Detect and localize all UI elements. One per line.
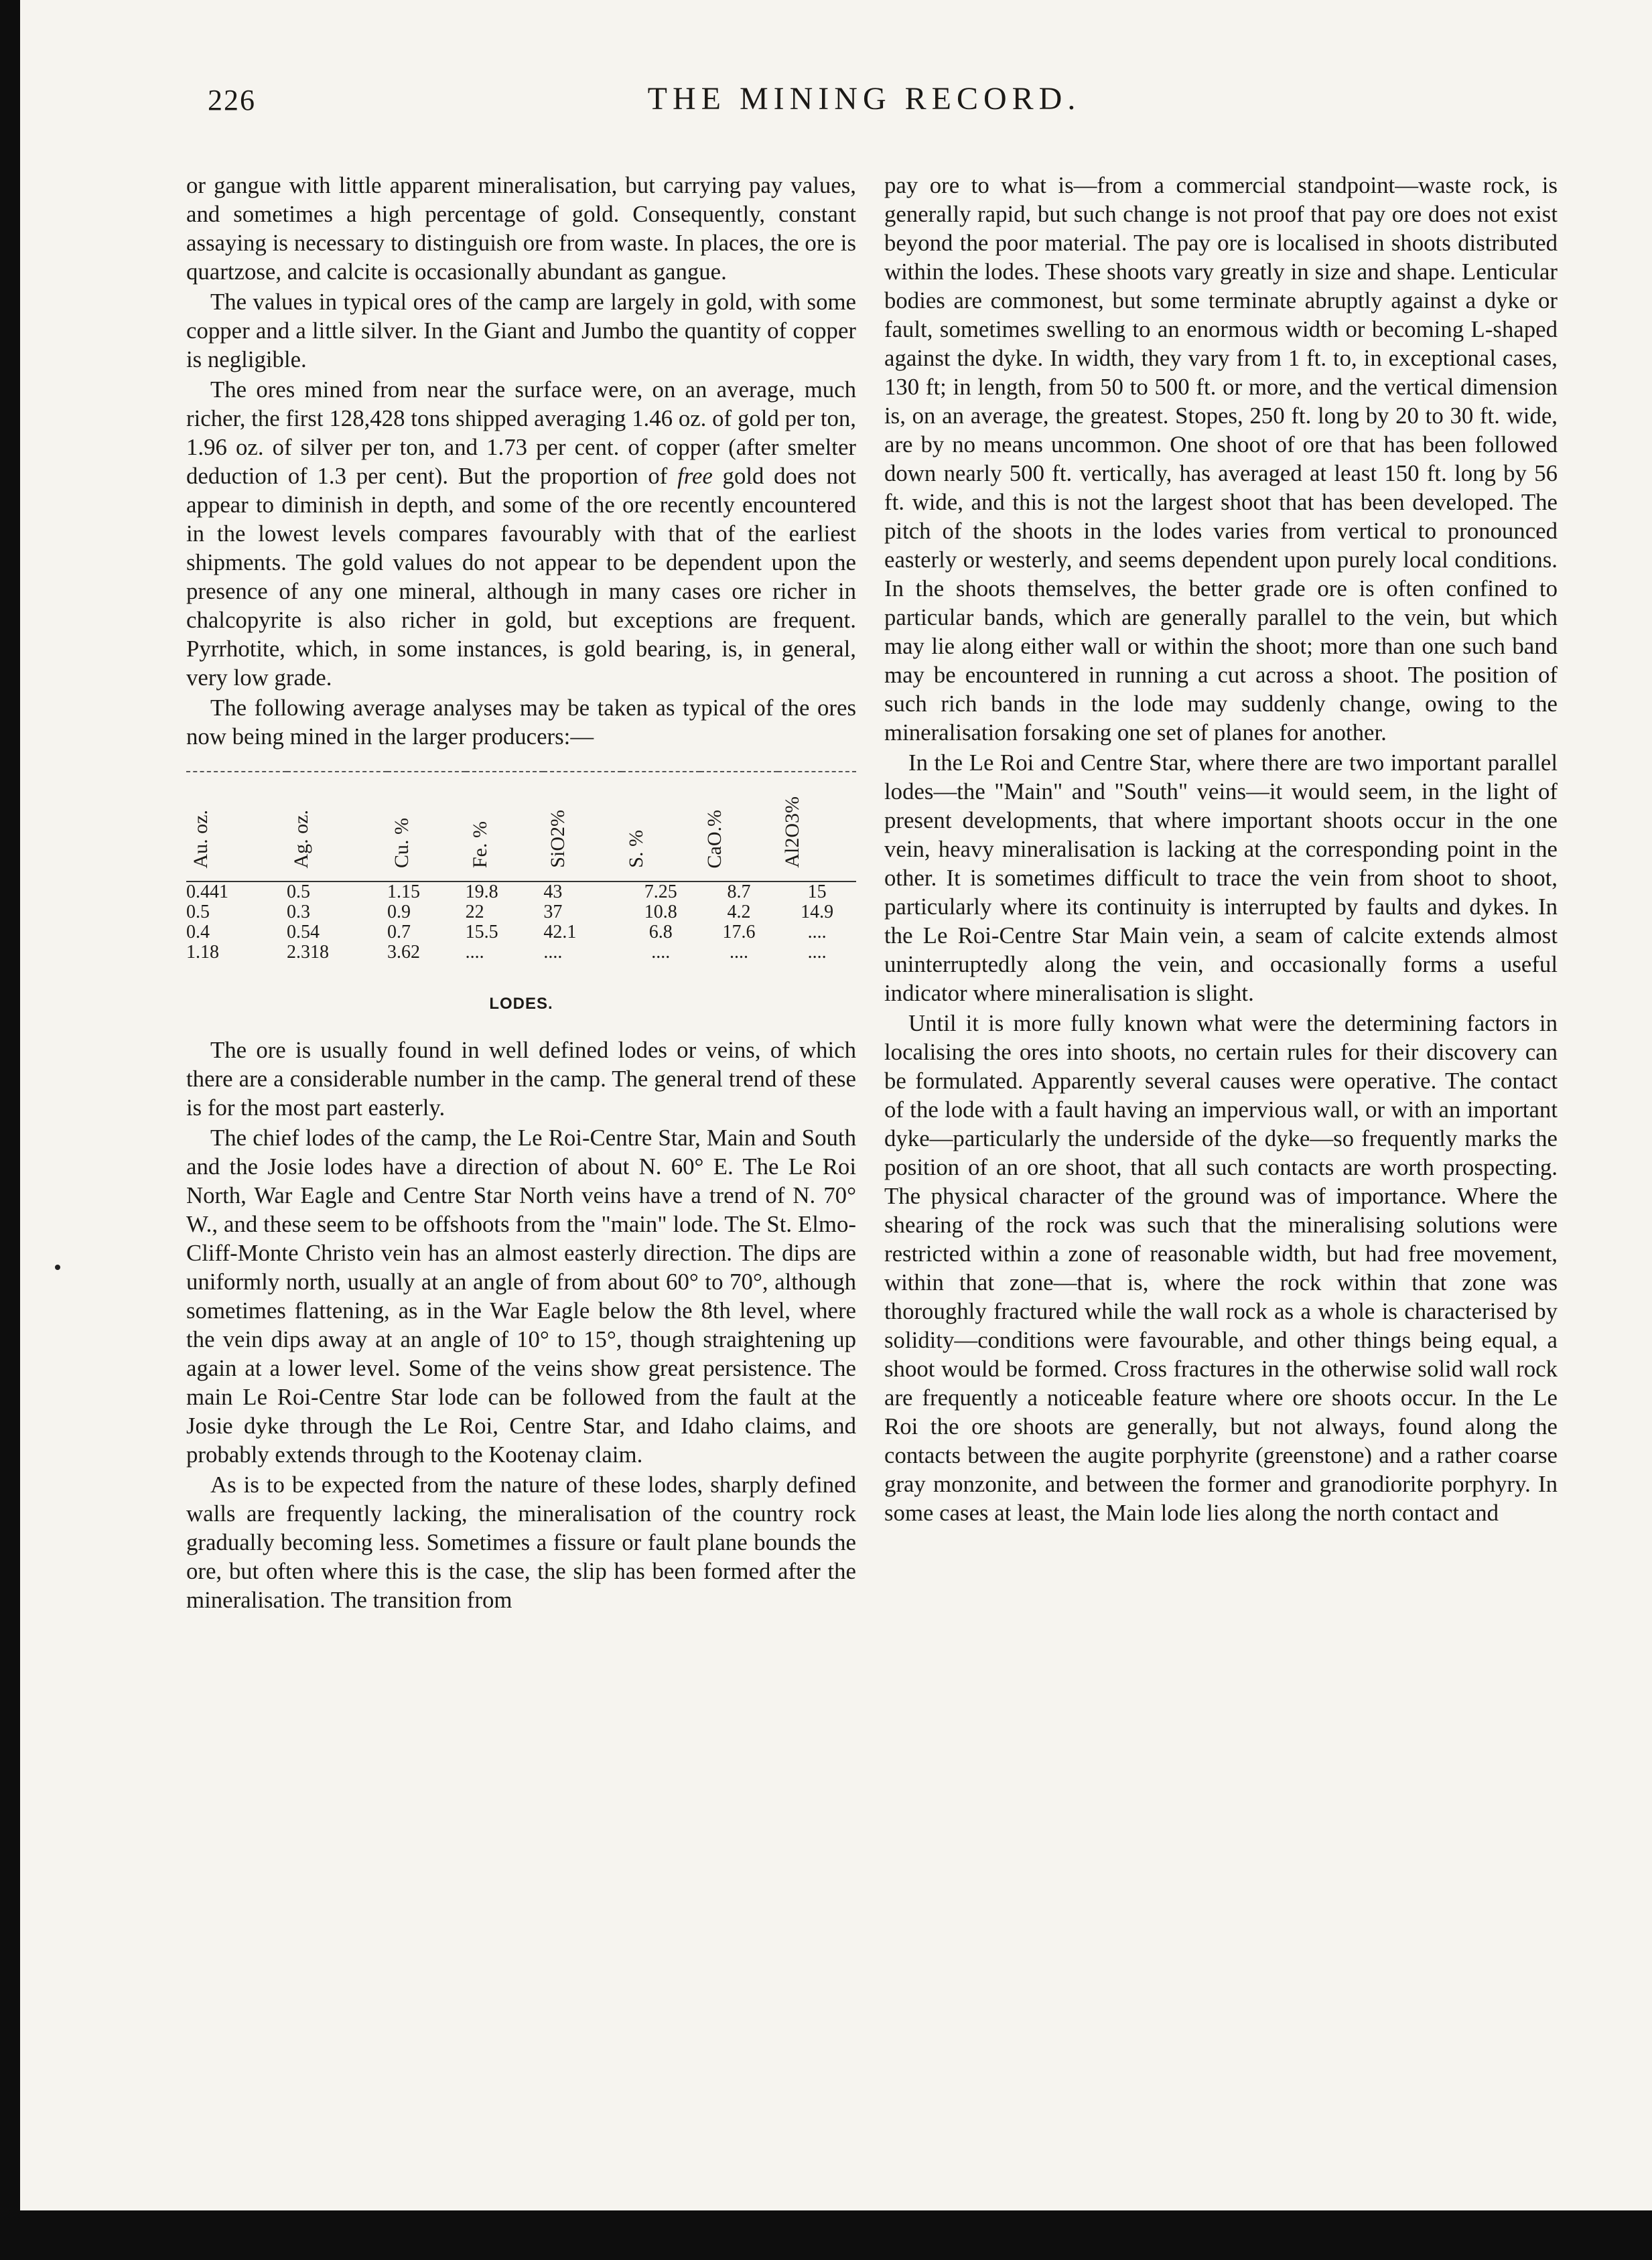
table-header-cell: Cu. % <box>387 776 466 881</box>
paragraph: pay ore to what is—from a commercial standpoint—waste rock, is generally rapid, but such change is not proof that pay ore does not exist beyond the poor material. The pay ore is localised in shoots distributed within the lodes. These shoots vary greatly in size and shape. Lenticular bodies are commonest, but some terminate abruptly against a dyke or fault, sometimes swelling to an enormous width or becoming L-shaped against the dyke. In width, they vary from 1 ft. to, in exceptional cases, 130 ft; in length, from 50 to 500 ft. or more, and the vertical dimension is, on an average, the greatest. Stopes, 250 ft. long by 20 to 30 ft. wide, are by no means uncommon. One shoot of ore that has been followed down nearly 500 ft. vertically, has averaged at least 150 ft. long by 56 ft. wide, and this is not the largest shoot that has been developed. The pitch of the shoots in the lodes varies from vertical to pronounced easterly or westerly, and seems dependent upon purely local conditions. In the shoots themselves, the better grade ore is often confined to particular bands, which are generally parallel to the vein, but which may lie along either wall or within the shoot; more than one such band may be encountered in running a cut across a shoot. The position of such rich bands in the lode may suddenly change, owing to the mineralisation forsaking one set of planes for another. <box>884 172 1558 746</box>
table-cell: .... <box>729 942 748 963</box>
table-header-cell: Al2O3% <box>778 776 856 881</box>
table-cell: .... <box>807 942 827 963</box>
page-number: 226 <box>208 84 256 117</box>
table-header-cell: S. % <box>622 776 700 881</box>
table-cell: 0.54 <box>287 922 320 942</box>
table-cell: 0.7 <box>387 922 411 942</box>
table-cell: 1.18 <box>186 942 219 963</box>
table-cell: 4.2 <box>727 902 751 922</box>
paragraph <box>186 375 856 692</box>
table-cell: 0.441 <box>186 881 228 902</box>
table-cell: .... <box>465 942 484 963</box>
table-cell: 2.318 <box>287 942 329 963</box>
table-cell: .... <box>807 922 827 942</box>
table-cell: 19.8 <box>465 881 498 902</box>
table-cell: 43 <box>543 881 563 902</box>
table-cell: 0.5 <box>287 881 310 902</box>
paragraph: The following average analyses may be taken as typical of the ores now being mined in the larger producers:— <box>186 695 856 750</box>
margin-speck <box>55 1265 60 1270</box>
paragraph: or gangue with little apparent mineralisation, but carrying pay values, and sometimes a high percentage of gold. Consequently, constant assaying is necessary to distinguish ore from waste. In places, the ore is quartzose, and calcite is occasionally abundant as gangue. <box>186 172 856 285</box>
table-header-row <box>186 776 856 881</box>
table-row <box>186 902 856 922</box>
left-column <box>186 171 856 1614</box>
table-header-cell: CaO.% <box>700 776 778 881</box>
text-run: gold does not appear to diminish in depth, and some of the ore recently encountered in the lowest levels compares favourably with that of the earliest shipments. The gold values do not appear to be dependent upon the presence of any one mineral, although in many cases ore richer in chalcopyrite is also richer in gold, but exceptions are frequent. Pyrrhotite, which, in some instances, is gold bearing, is, in general, very low grade. <box>186 463 856 691</box>
table-row <box>186 881 856 902</box>
table-cell: 17.6 <box>722 922 756 942</box>
assay-table <box>186 771 856 963</box>
table-cell: 1.15 <box>387 881 420 902</box>
paragraph: The chief lodes of the camp, the Le Roi-Centre Star, Main and South and the Josie lodes have a direction of about N. 60° E. The Le Roi North, War Eagle and Centre Star North veins have a trend of N. 70° W., and these seem to be offshoots from the "main" lode. The St. Elmo-Cliff-Monte Christo vein has an almost easterly direction. The dips are uniformly north, usually at an angle of from about 60° to 70°, although sometimes flattening, as in the War Eagle below the 8th level, where the vein dips away at an angle of 10° to 15°, though straightening up again at a lower level. Some of the veins show great persistence. The main Le Roi-Centre Star lode can be followed from the fault at the Josie dyke through the Le Roi, Centre Star, and Idaho claims, and probably extends through to the Kootenay claim. <box>186 1125 856 1468</box>
table-cell: 0.3 <box>287 902 310 922</box>
paragraph: The ore is usually found in well defined lodes or veins, of which there are a considerable number in the camp. The general trend of these is for the most part easterly. <box>186 1037 856 1121</box>
page-header <box>181 80 1547 127</box>
table-cell: 8.7 <box>727 881 751 902</box>
table-cell: .... <box>543 942 563 963</box>
paragraph: Until it is more fully known what were the determining factors in localising the ores into shoots, no certain rules for their discovery can be formulated. Apparently several causes were operative. The contact of the lode with a fault having an impervious wall, or with an important dyke—particularly the underside of the dyke—so frequently marks the position of an ore shoot, that all such contacts are worth prospecting. The physical character of the ground was of importance. Where the shearing of the rock was such that the mineralising solutions were restricted within a zone of reasonable width, but had free movement, within that zone—that is, where the rock within that zone was thoroughly fractured while the wall rock as a whole is characterised by solidity—conditions were favourable, and other things being equal, a shoot would be formed. Cross fractures in the otherwise solid wall rock are frequently a noticeable feature where ore shoots occur. In the Le Roi the ore shoots are generally, but not always, found along the contacts between the augite porphyrite (greenstone) and a rather coarse gray monzonite, and between the former and granodiorite porphyry. In some cases at least, the Main lode lies along the north contact and <box>884 1010 1558 1526</box>
table-cell: 15 <box>807 881 827 902</box>
section-heading-lodes: LODES. <box>489 995 553 1013</box>
running-head: THE MINING RECORD. <box>647 81 1081 117</box>
table-cell: 0.9 <box>387 902 411 922</box>
table-cell: 37 <box>543 902 563 922</box>
table-header-cell: SiO2% <box>543 776 622 881</box>
table-cell: 10.8 <box>644 902 677 922</box>
table-header-cell: Fe. % <box>466 776 544 881</box>
table-cell: 0.4 <box>186 922 210 942</box>
text-run: The ores mined from near the surface were, on an average, much richer, the first 128,428 tons shipped averaging 1.46 oz. of gold per ton, 1.96 oz. of silver per ton, and 1.73 per cent. of copper (after smelter deduction of 1.3 per cent). But the proportion of <box>186 376 856 489</box>
table-cell: 22 <box>465 902 484 922</box>
table-cell: 42.1 <box>543 922 577 942</box>
page-edge-left <box>0 0 20 2260</box>
table-cell: 3.62 <box>387 942 420 963</box>
table-cell: 6.8 <box>648 922 673 942</box>
table-cell: 7.25 <box>644 881 677 902</box>
page-edge-bottom <box>20 2210 1652 2260</box>
paragraph: In the Le Roi and Centre Star, where there are two important parallel lodes—the "Main" and "South" veins—it would seem, in the light of present developments, that where important shoots occur in the one vein, heavy mineralisation is lacking at the corresponding point in the other. It is sometimes difficult to trace the vein from shoot to shoot, particularly where its continuity is interrupted by faults and dykes. In the Le Roi-Centre Star Main vein, a seam of calcite extends almost uninterruptedly along the vein, and occasionally forms a useful indicator where mineralisation is slight. <box>884 750 1558 1006</box>
italic-word: free <box>677 463 713 489</box>
table-cell: .... <box>651 942 671 963</box>
table-header-cell: Au. oz. <box>186 776 287 881</box>
right-column <box>884 171 1558 1527</box>
table-cell: 14.9 <box>801 902 834 922</box>
table-header-cell: Ag. oz. <box>287 776 387 881</box>
table-row <box>186 922 856 942</box>
paragraph: The values in typical ores of the camp are largely in gold, with some copper and a little silver. In the Giant and Jumbo the quantity of copper is negligible. <box>186 289 856 372</box>
table-rule <box>186 772 856 776</box>
table-cell: 15.5 <box>465 922 498 942</box>
table-cell: 0.5 <box>186 902 210 922</box>
table-row <box>186 942 856 963</box>
paragraph: As is to be expected from the nature of these lodes, sharply defined walls are frequently lacking, the mineralisation of the country rock gradually becoming less. Sometimes a fissure or fault plane bounds the ore, but often where this is the case, the slip has been formed after the mineralisation. The transition from <box>186 1472 856 1613</box>
